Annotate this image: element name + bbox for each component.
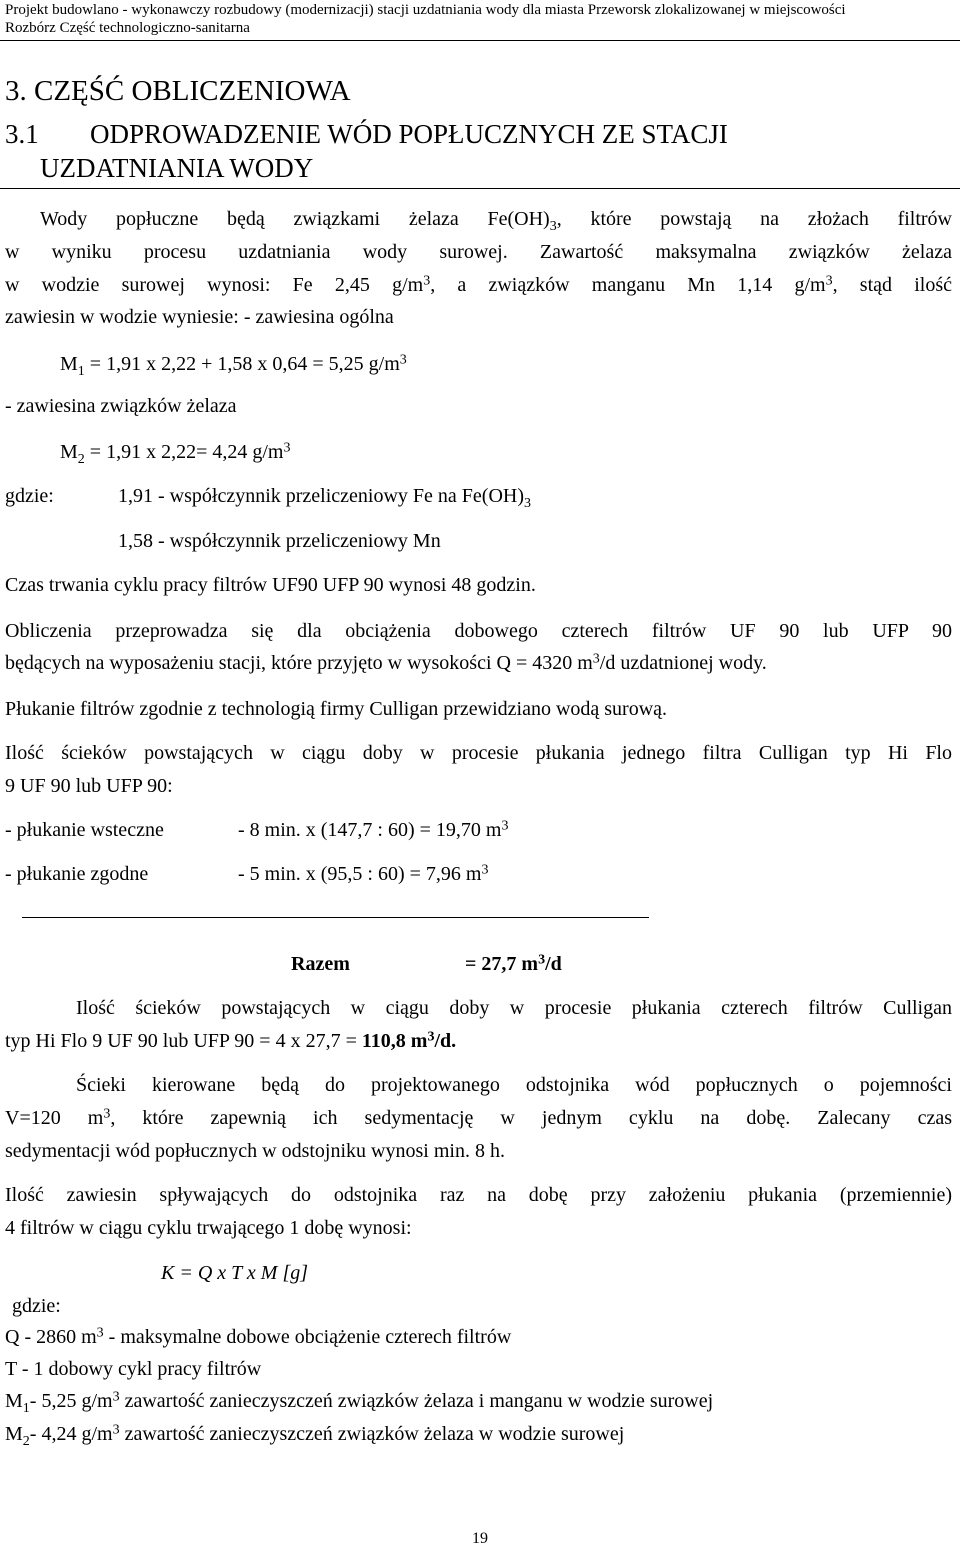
section-title-line2: UZDATNIANIA WODY (40, 153, 314, 183)
settler-line-1: Ścieki kierowane będą do projektowanego odstojnika wód popłucznych o pojemności (76, 1074, 952, 1096)
sewage-one-line-2: 9 UF 90 lub UFP 90: (5, 775, 173, 797)
calc-line-2: będących na wyposażeniu stacji, które przyjęto w wysokości Q = 4320 $m^3/d$ uzdatnionej wody. (5, 651, 767, 674)
header-section-title: Rozbórz Część technologiczno-sanitarna (5, 20, 250, 36)
section-divider (0, 188, 960, 189)
coefficient-fe: 1,91 - współczynnik przeliczeniowy Fe na $Fe(OH)_3$ (118, 485, 531, 511)
sewage-four-line-2: typ Hi Flo 9 UF 90 lub UFP 90 = 4 x 27,7 = 110,8 $m^3/d$. (5, 1029, 457, 1052)
coefficient-mn: 1,58 - współczynnik przeliczeniowy Mn (118, 530, 441, 552)
section-title-line1: ODPROWADZENIE WÓD POPŁUCZNYCH ZE STACJI (90, 119, 728, 149)
backwash-label: - płukanie wsteczne (5, 819, 164, 841)
formula-m2: $M_2 = 1,91$ x 2,22= 4,24 $g/m^3$ (60, 440, 291, 467)
formula-k: K = Q x T x M [g] (161, 1262, 309, 1284)
total-value: = 27,7 $m^3/d$ (465, 952, 562, 975)
def-q: Q - 2860 $m^3$ - maksymalne dobowe obciążenie czterech filtrów (5, 1325, 512, 1348)
chapter-title: 3. CZĘŚĆ OBLICZENIOWA (5, 75, 351, 107)
forward-rinse-label: - płukanie zgodne (5, 863, 149, 885)
page-number: 19 (472, 1530, 488, 1547)
intro-line-3: w wodzie surowej wynosi: Fe 2,45 $g/m^3$, a związków manganu Mn 1,14 $g/m^3$, stąd ilość (5, 273, 952, 296)
sum-line (22, 917, 649, 918)
header-project-title: Projekt budowlano - wykonawczy rozbudowy (modernizacji) stacji uzdatniania wody dla miasta Przeworsk zlokalizowanej w miejscowości (5, 2, 846, 18)
settler-line-3: sedymentacji wód popłucznych w odstojniku wynosi min. 8 h. (5, 1140, 505, 1162)
intro-line-4: zawiesin w wodzie wyniesie: - zawiesina ogólna (5, 306, 394, 328)
where-label-2: gdzie: (12, 1295, 61, 1317)
suspension-line-1: Ilość zawiesin spływających do odstojnika raz na dobę przy założeniu płukania (przemiennie) (5, 1184, 952, 1206)
page-header (0, 0, 960, 41)
rinse-note: Płukanie filtrów zgodnie z technologią firmy Culligan przewidziano wodą surową. (5, 698, 668, 720)
where-label-1: gdzie: (5, 485, 54, 507)
def-m1: $M_1-$ 5,25 $g/m^3$ zawartość zanieczyszczeń związków żelaza i manganu w wodzie surowej (5, 1389, 714, 1416)
def-t: T - 1 dobowy cykl pracy filtrów (5, 1358, 262, 1380)
section-number: 3.1 (5, 119, 39, 149)
sewage-one-line-1: Ilość ścieków powstających w ciągu doby w procesie płukania jednego filtra Culligan typ Hi Flo (5, 742, 952, 764)
calc-line-1: Obliczenia przeprowadza się dla obciążenia dobowego czterech filtrów UF 90 lub UFP 90 (5, 620, 952, 642)
formula-m1: $M_1 = 1,91$ x 2,22 + 1,58 x 0,64 = 5,25 $g/m^3$ (60, 352, 407, 379)
total-label: Razem (291, 953, 350, 975)
settler-line-2: V=120 $m^3$, które zapewnią ich sedymentację w jednym cyklu na dobę. Zalecany czas (5, 1106, 952, 1129)
intro-line-1: Wody popłuczne będą związkami żelaza $Fe(OH)_3$, które powstają na złożach filtrów (40, 208, 953, 234)
intro-line-2: w wyniku procesu uzdatniania wody surowej. Zawartość maksymalna związków żelaza (5, 241, 952, 263)
cycle-duration: Czas trwania cyklu pracy filtrów UF90 UFP 90 wynosi 48 godzin. (5, 574, 536, 596)
sewage-four-line-1: Ilość ścieków powstających w ciągu doby w procesie płukania czterech filtrów Culligan (76, 997, 952, 1019)
forward-rinse-calc: - 5 min. x (95,5 : 60) = 7,96 $m^3$ (238, 862, 489, 885)
suspension-line-2: 4 filtrów w ciągu cyklu trwającego 1 dobę wynosi: (5, 1217, 412, 1239)
def-m2: $M_2-$ 4,24 $g/m^3$ zawartość zanieczyszczeń związków żelaza w wodzie surowej (5, 1422, 625, 1449)
backwash-calc: - 8 min. x (147,7 : 60) = 19,70 $m^3$ (238, 818, 509, 841)
iron-suspension-label: - zawiesina związków żelaza (5, 395, 237, 417)
